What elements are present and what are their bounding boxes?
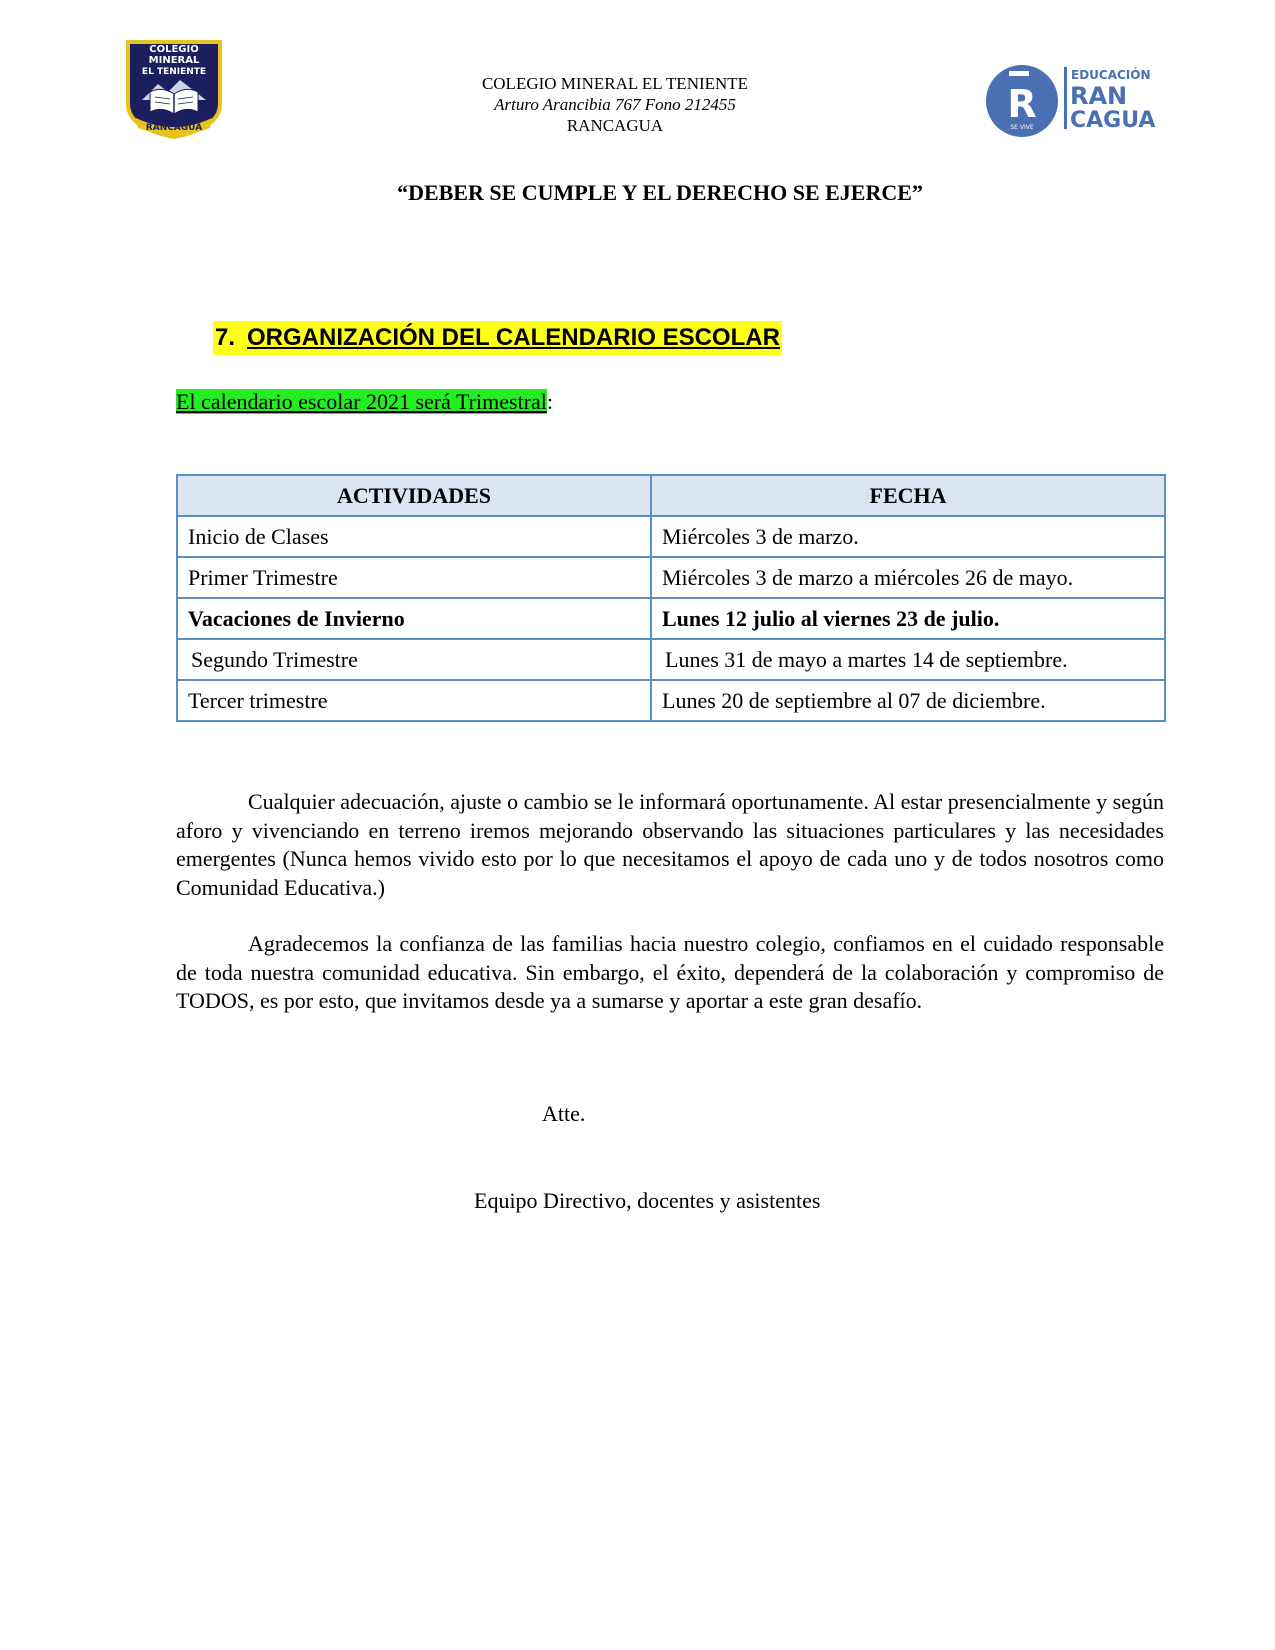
header-actividades: ACTIVIDADES: [177, 475, 651, 516]
signature: Equipo Directivo, docentes y asistentes: [474, 1188, 821, 1213]
activity-cell: Tercer trimestre: [177, 680, 651, 721]
school-name: COLEGIO MINERAL EL TENIENTE: [481, 74, 749, 93]
calendar-table: [176, 474, 1166, 722]
edu-badge-small: SE VIVE: [1010, 124, 1034, 131]
paragraph-thanks: Agradecemos la confianza de las familias hacia nuestro colegio, confiamos en el cuidado responsable de toda nuestra comunidad educativa. Sin embargo, el éxito, dependerá de la colaboración y compromiso de TODOS, es por esto, que invitamos desde ya a sumarse y aportar a este gran desafío.: [176, 931, 1164, 1013]
date-cell: Lunes 20 de septiembre al 07 de diciembre.: [651, 680, 1165, 721]
table-row: [177, 639, 1165, 680]
edu-word2: RAN: [1070, 82, 1128, 110]
activity-cell: Vacaciones de Invierno: [177, 598, 651, 639]
table-header-row: [177, 475, 1165, 516]
activity-cell: Inicio de Clases: [177, 516, 651, 557]
closing: Atte.: [542, 1101, 586, 1126]
paragraph-adjustments: Cualquier adecuación, ajuste o cambio se le informará oportunamente. Al estar presencialmente y según aforo y vivenciando en terreno iremos mejorando observando las situaciones particulares y las necesidades emergentes (Nunca hemos vivido esto por lo que necesitamos el apoyo de cada uno y de todos nosotros como Comunidad Educativa.): [176, 789, 1164, 900]
table-row: [177, 516, 1165, 557]
crest-line4: RANCAGUA: [145, 123, 203, 133]
date-cell: Miércoles 3 de marzo.: [651, 516, 1165, 557]
crest-line3: EL TENIENTE: [141, 67, 207, 77]
school-header: [400, 73, 830, 136]
crest-line1: COLEGIO: [149, 44, 199, 55]
date-cell: Lunes 31 de mayo a martes 14 de septiembre.: [651, 639, 1165, 680]
edu-word3: CAGUA: [1070, 108, 1156, 133]
table-row: [177, 680, 1165, 721]
edu-badge-letter: R: [1007, 82, 1037, 126]
school-city: RANCAGUA: [566, 116, 664, 135]
section-title: ORGANIZACIÓN DEL CALENDARIO ESCOLAR: [247, 324, 780, 351]
edu-word1: EDUCACIÓN: [1071, 68, 1151, 82]
activity-cell: Segundo Trimestre: [177, 639, 651, 680]
date-cell: Miércoles 3 de marzo a miércoles 26 de mayo.: [651, 557, 1165, 598]
date-cell: Lunes 12 julio al viernes 23 de julio.: [651, 598, 1165, 639]
section-number: 7.: [215, 324, 236, 351]
section-heading: [213, 321, 782, 355]
table-row: [177, 598, 1165, 639]
intro-suffix: :: [546, 389, 553, 414]
calendar-intro: [176, 388, 553, 416]
crest-line2: MINERAL: [148, 55, 200, 66]
intro-highlighted-text: El calendario escolar 2021 será Trimestral: [176, 389, 547, 414]
educacion-rancagua-logo: [985, 57, 1156, 145]
school-crest-logo: [124, 38, 224, 140]
header-fecha: FECHA: [651, 475, 1165, 516]
activity-cell: Primer Trimestre: [177, 557, 651, 598]
table-row: [177, 557, 1165, 598]
school-motto: “DEBER SE CUMPLE Y EL DERECHO SE EJERCE”: [397, 180, 923, 205]
school-address: Arturo Arancibia 767 Fono 212455: [494, 95, 736, 114]
